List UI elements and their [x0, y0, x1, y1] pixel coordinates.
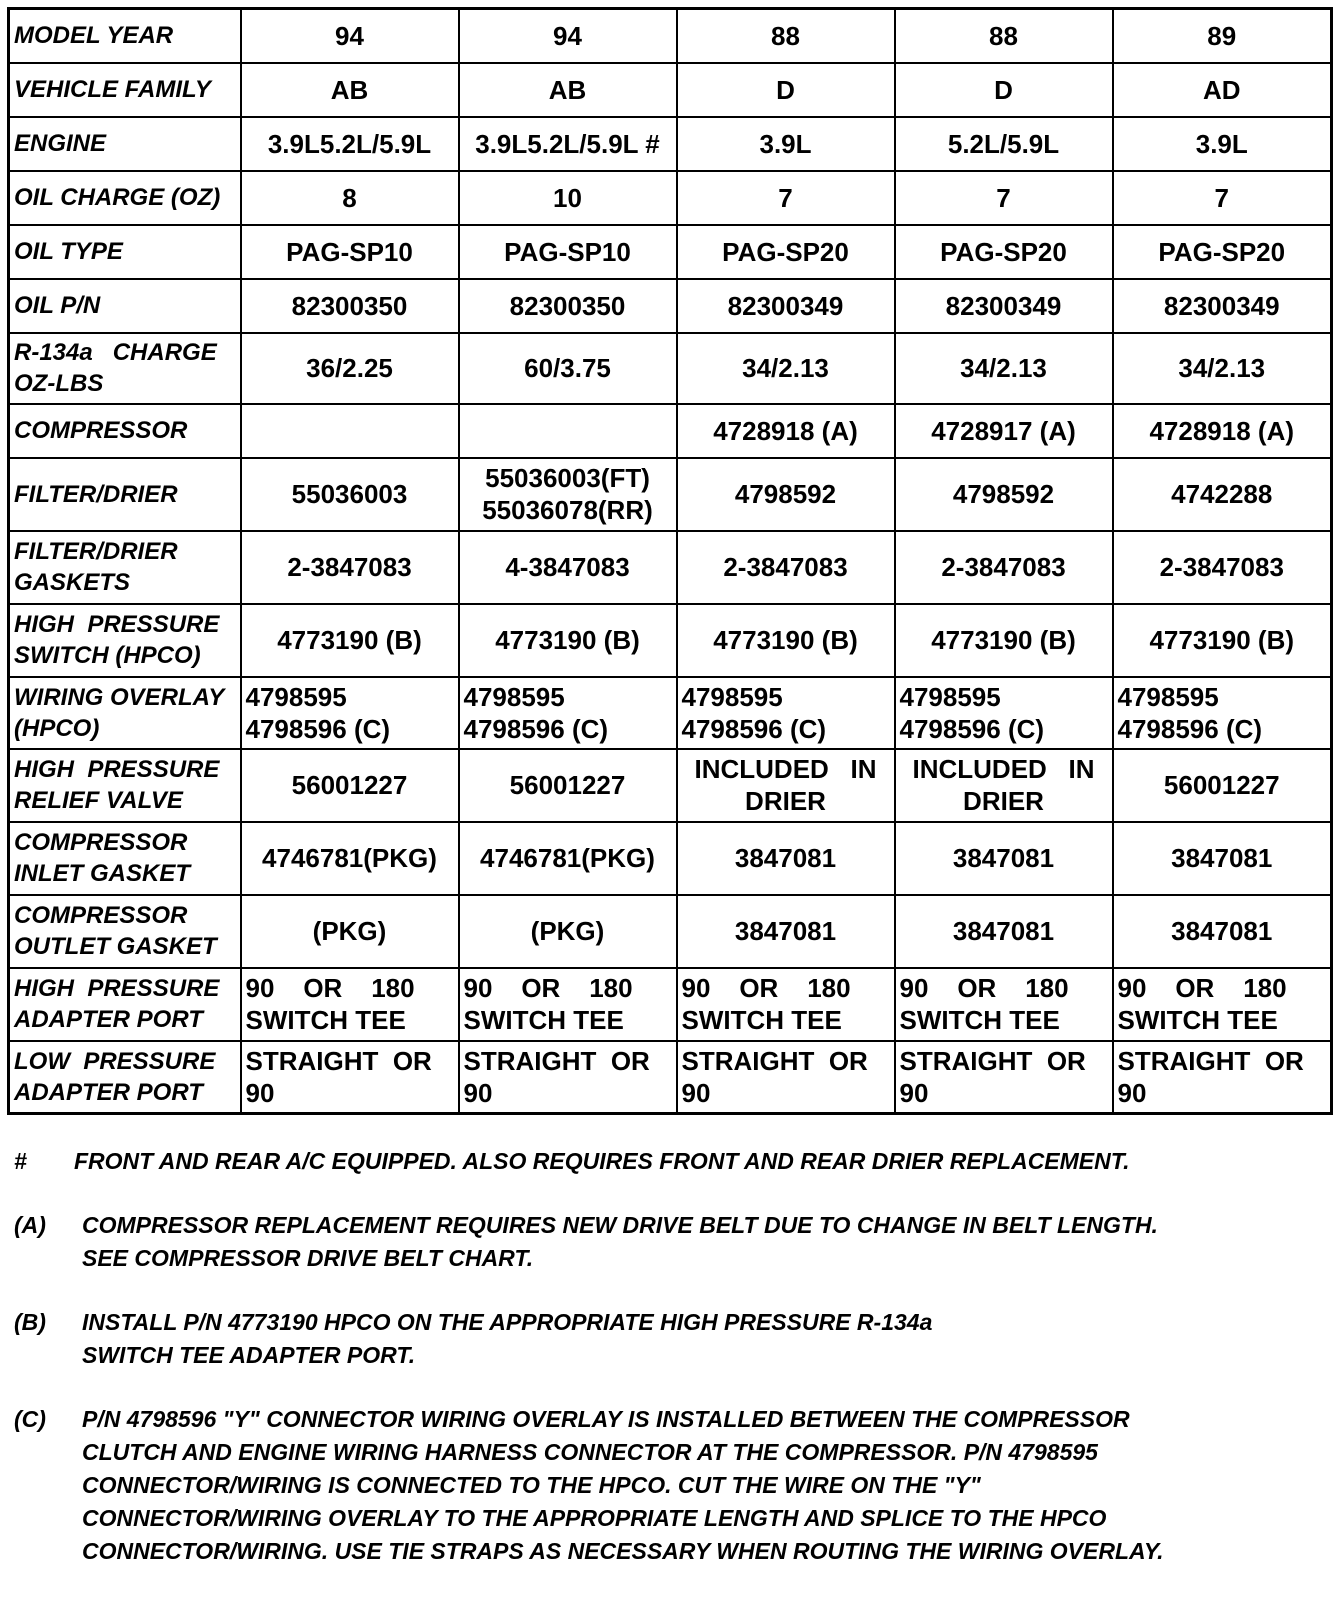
cell-line: SWITCH TEE [1117, 1005, 1278, 1035]
table-cell [677, 604, 895, 677]
cell-line: 4798596 (C) [245, 713, 391, 744]
row-label [9, 822, 241, 895]
row-label-line: HIGH PRESSURE [14, 756, 220, 783]
cell-line: 4798596 (C) [463, 713, 609, 744]
cell-line: 90 OR 180 [245, 973, 415, 1003]
cell-line: 90 OR 180 [463, 973, 633, 1003]
table-cell [459, 968, 677, 1041]
row-label [9, 604, 241, 677]
table-cell [895, 9, 1113, 63]
table-cell [895, 333, 1113, 404]
cell-line: 82300349 [727, 290, 844, 321]
cell-line: 56001227 [291, 770, 408, 800]
footnote-mark: (A) [14, 1212, 46, 1238]
cell-line: STRAIGHT OR [681, 1045, 868, 1076]
cell-line: 90 [1117, 1077, 1147, 1108]
table-cell [1113, 333, 1332, 404]
cell-line: 4728918 (A) [713, 415, 858, 446]
table-cell [1113, 895, 1332, 968]
cell-line: 2-3847083 [723, 552, 848, 582]
table-cell [241, 117, 459, 171]
table-cell [895, 1041, 1113, 1114]
cell-line: PAG-SP10 [286, 236, 413, 267]
row-label-line: HIGH PRESSURE [14, 975, 220, 1002]
table-cell [895, 749, 1113, 822]
cell-line: 4798595 [463, 681, 565, 712]
cell-line: 3.9L [1195, 128, 1248, 159]
row-label-line: COMPRESSOR [14, 902, 188, 929]
footnote-line: SEE COMPRESSOR DRIVE BELT CHART. [82, 1245, 534, 1271]
table-cell [459, 171, 677, 225]
cell-line: 88 [771, 20, 800, 51]
footnote [14, 1306, 1334, 1372]
row-label-line: R-134a CHARGE [14, 339, 217, 366]
table-cell [241, 9, 459, 63]
table-row [9, 458, 1332, 531]
cell-line: 5.2L/5.9L [947, 128, 1060, 159]
table-cell [241, 604, 459, 677]
row-label-line: ADAPTER PORT [14, 1078, 203, 1106]
cell-line: 3.9L5.2L/5.9L # [475, 128, 660, 159]
footnote-line: P/N 4798596 "Y" CONNECTOR WIRING OVERLAY IS INSTALLED BETWEEN THE COMPRESSOR [82, 1406, 1130, 1432]
table-cell [1113, 225, 1332, 279]
cell-line: 4773190 (B) [931, 625, 1076, 655]
table-cell [677, 895, 895, 968]
cell-line: 8 [342, 182, 357, 213]
row-label-line: COMPRESSOR [14, 829, 188, 856]
cell-line: 4773190 (B) [1149, 625, 1295, 655]
table-cell [1113, 63, 1332, 117]
table-cell [1113, 117, 1332, 171]
row-label [9, 677, 241, 749]
cell-line: 88 [989, 20, 1018, 51]
table-cell [459, 458, 677, 531]
table-row [9, 171, 1332, 225]
cell-line: SWITCH TEE [899, 1005, 1060, 1035]
table-row [9, 117, 1332, 171]
footnote-text [82, 1306, 1334, 1372]
spec-table-body [9, 9, 1332, 1114]
cell-line: (PKG) [530, 916, 605, 946]
cell-line: 4773190 (B) [495, 625, 640, 655]
footnote [14, 1209, 1334, 1275]
footnote-mark: (C) [14, 1406, 46, 1432]
row-label-line: SWITCH (HPCO) [14, 642, 201, 669]
table-cell [241, 749, 459, 822]
table-row [9, 895, 1332, 968]
cell-line: 4798595 [899, 681, 1001, 712]
row-label [9, 749, 241, 822]
cell-line: 3847081 [952, 843, 1055, 873]
table-cell [241, 531, 459, 604]
footnote-text [82, 1403, 1334, 1568]
footnote-line: CONNECTOR/WIRING. USE TIE STRAPS AS NECESSARY WHEN ROUTING THE WIRING OVERLAY. [82, 1538, 1164, 1564]
cell-line: 4798596 (C) [899, 713, 1045, 744]
row-label-line: OUTLET GASKET [14, 933, 217, 960]
table-cell [677, 9, 895, 63]
table-cell [677, 333, 895, 404]
table-cell [241, 225, 459, 279]
cell-line: STRAIGHT OR [899, 1045, 1086, 1076]
cell-line: 56001227 [1163, 770, 1280, 800]
table-cell [459, 677, 677, 749]
table-cell [895, 279, 1113, 333]
cell-line: 82300350 [291, 290, 408, 321]
cell-line: 4798596 (C) [681, 713, 827, 744]
cell-line: 3847081 [1171, 843, 1273, 873]
table-cell [459, 63, 677, 117]
cell-line: INCLUDED IN [912, 754, 1095, 784]
table-cell [1113, 171, 1332, 225]
table-cell [459, 531, 677, 604]
row-label-line: INLET GASKET [14, 860, 191, 887]
row-label-line: ADAPTER PORT [14, 1006, 203, 1033]
cell-line: 4798596 (C) [1117, 713, 1263, 744]
table-cell [895, 117, 1113, 171]
cell-line: INCLUDED IN [694, 754, 877, 784]
row-label-line: COMPRESSOR [14, 417, 188, 444]
table-cell [459, 333, 677, 404]
cell-line: 4728918 (A) [1149, 415, 1295, 446]
cell-line: D [994, 74, 1013, 105]
cell-line: SWITCH TEE [245, 1005, 406, 1035]
row-label-line: LOW PRESSURE [14, 1047, 216, 1075]
cell-line: STRAIGHT OR [1117, 1045, 1304, 1076]
footnote-text [82, 1209, 1334, 1275]
row-label [9, 171, 241, 225]
cell-line: 3847081 [734, 916, 837, 946]
cell-line: 2-3847083 [941, 552, 1066, 582]
table-cell [895, 225, 1113, 279]
row-label [9, 279, 241, 333]
cell-line: 55036003 [291, 479, 408, 509]
table-row [9, 63, 1332, 117]
cell-line: 4-3847083 [505, 552, 630, 582]
table-cell [1113, 968, 1332, 1041]
cell-line: PAG-SP20 [1158, 236, 1286, 267]
footnotes [14, 1145, 1334, 1599]
cell-line: 4746781(PKG) [262, 843, 437, 873]
cell-line: 4798592 [952, 479, 1055, 509]
table-row [9, 968, 1332, 1041]
cell-line: 34/2.13 [960, 353, 1047, 383]
row-label-line: VEHICLE FAMILY [14, 76, 211, 103]
cell-line: 90 [245, 1077, 275, 1108]
footnote-line: INSTALL P/N 4773190 HPCO ON THE APPROPRIATE HIGH PRESSURE R-134a [82, 1309, 933, 1335]
table-cell [1113, 9, 1332, 63]
cell-line: 55036003(FT) [485, 463, 650, 493]
table-cell [1113, 531, 1332, 604]
table-cell [459, 404, 677, 458]
table-row [9, 333, 1332, 404]
table-row [9, 604, 1332, 677]
footnote-mark: # [14, 1148, 27, 1174]
row-label-line: MODEL YEAR [14, 22, 174, 50]
cell-line: 3.9L5.2L/5.9L [267, 128, 432, 159]
footnote [14, 1403, 1334, 1568]
table-cell [677, 63, 895, 117]
footnote-line: SWITCH TEE ADAPTER PORT. [82, 1342, 416, 1368]
row-label-line: WIRING OVERLAY [14, 683, 225, 711]
footnote-line: CLUTCH AND ENGINE WIRING HARNESS CONNECTOR AT THE COMPRESSOR. P/N 4798595 [82, 1439, 1098, 1465]
table-cell [459, 117, 677, 171]
cell-line: 90 [899, 1077, 929, 1108]
table-cell [241, 404, 459, 458]
table-cell [895, 822, 1113, 895]
cell-line: PAG-SP20 [722, 236, 849, 267]
row-label-line: HIGH PRESSURE [14, 611, 220, 638]
row-label [9, 404, 241, 458]
row-label-line: (HPCO) [14, 714, 100, 742]
table-cell [895, 968, 1113, 1041]
row-label [9, 225, 241, 279]
cell-line: STRAIGHT OR [245, 1045, 432, 1076]
cell-line: PAG-SP20 [940, 236, 1067, 267]
table-cell [241, 279, 459, 333]
cell-line: 82300349 [1163, 290, 1280, 321]
cell-line: 90 OR 180 [1117, 973, 1287, 1003]
table-cell [677, 458, 895, 531]
row-label-line: OIL TYPE [14, 238, 123, 265]
footnote-mark: (B) [14, 1309, 46, 1335]
table-cell [459, 604, 677, 677]
table-cell [459, 1041, 677, 1114]
cell-line: 90 [681, 1077, 711, 1108]
cell-line: 4773190 (B) [713, 625, 858, 655]
footnote-line: CONNECTOR/WIRING IS CONNECTED TO THE HPCO. CUT THE WIRE ON THE "Y" [82, 1472, 981, 1498]
footnote-text [74, 1145, 1334, 1178]
table-row [9, 404, 1332, 458]
cell-line: 7 [1214, 182, 1229, 213]
cell-line: 2-3847083 [1159, 552, 1284, 582]
row-label-line: GASKETS [14, 569, 131, 596]
table-cell [895, 895, 1113, 968]
table-cell [241, 968, 459, 1041]
cell-line: 4798595 [245, 681, 347, 712]
cell-line: 7 [778, 182, 793, 213]
cell-line: 36/2.25 [306, 353, 393, 383]
table-cell [241, 895, 459, 968]
table-cell [677, 677, 895, 749]
cell-line: 4728917 (A) [931, 415, 1076, 446]
table-cell [677, 531, 895, 604]
row-label-line: ENGINE [14, 130, 107, 157]
footnote-line: CONNECTOR/WIRING OVERLAY TO THE APPROPRIATE LENGTH AND SPLICE TO THE HPCO [82, 1505, 1107, 1531]
cell-line: D [776, 74, 795, 105]
cell-line: 34/2.13 [742, 353, 829, 383]
table-cell [895, 404, 1113, 458]
cell-line: 10 [553, 182, 582, 213]
table-row [9, 531, 1332, 604]
table-cell [895, 604, 1113, 677]
table-cell [241, 458, 459, 531]
cell-line: AD [1202, 74, 1241, 105]
table-cell [895, 677, 1113, 749]
table-cell [677, 404, 895, 458]
cell-line: 4798595 [1117, 681, 1219, 712]
cell-line: (PKG) [312, 916, 387, 946]
table-cell [1113, 822, 1332, 895]
row-label [9, 63, 241, 117]
table-cell [1113, 404, 1332, 458]
table-cell [895, 531, 1113, 604]
cell-line: AB [548, 74, 587, 105]
table-row [9, 677, 1332, 749]
table-cell [241, 63, 459, 117]
table-cell [241, 822, 459, 895]
table-cell [241, 171, 459, 225]
cell-line: SWITCH TEE [463, 1005, 624, 1035]
row-label [9, 895, 241, 968]
row-label-line: OIL CHARGE (OZ) [14, 184, 221, 211]
cell-line: 2-3847083 [287, 552, 412, 582]
table-cell [241, 677, 459, 749]
cell-line: 90 [463, 1077, 493, 1108]
table-cell [677, 749, 895, 822]
row-label-line: OIL P/N [14, 292, 101, 319]
cell-line: 82300350 [509, 290, 626, 321]
footnote-line: FRONT AND REAR A/C EQUIPPED. ALSO REQUIRES FRONT AND REAR DRIER REPLACEMENT. [74, 1148, 1130, 1174]
cell-line: 3847081 [1171, 916, 1273, 946]
table-row [9, 1041, 1332, 1114]
table-row [9, 822, 1332, 895]
table-cell [1113, 458, 1332, 531]
table-cell [459, 9, 677, 63]
table-cell [677, 279, 895, 333]
cell-line: 94 [553, 20, 582, 51]
table-row [9, 279, 1332, 333]
cell-line: 89 [1207, 20, 1237, 51]
row-label [9, 1041, 241, 1114]
table-cell [895, 458, 1113, 531]
table-cell [459, 225, 677, 279]
table-cell [895, 63, 1113, 117]
cell-line: 4746781(PKG) [480, 843, 655, 873]
cell-line: 3847081 [734, 843, 837, 873]
cell-line: 82300349 [945, 290, 1062, 321]
footnote-line: COMPRESSOR REPLACEMENT REQUIRES NEW DRIVE BELT DUE TO CHANGE IN BELT LENGTH. [82, 1212, 1158, 1238]
cell-line: 7 [996, 182, 1011, 213]
table-row [9, 225, 1332, 279]
table-cell [459, 822, 677, 895]
cell-line: 4798595 [681, 681, 783, 712]
row-label [9, 117, 241, 171]
cell-line: 4798592 [734, 479, 837, 509]
cell-line: 3.9L [759, 128, 812, 159]
table-cell [241, 333, 459, 404]
table-cell [677, 1041, 895, 1114]
row-label [9, 968, 241, 1041]
row-label-line: RELIEF VALVE [14, 787, 183, 814]
table-cell [1113, 1041, 1332, 1114]
table-cell [1113, 677, 1332, 749]
cell-line: DRIER [963, 786, 1044, 816]
table-row [9, 9, 1332, 63]
row-label [9, 531, 241, 604]
table-cell [677, 117, 895, 171]
table-cell [677, 822, 895, 895]
cell-line: 4773190 (B) [277, 625, 422, 655]
cell-line: DRIER [745, 786, 826, 816]
cell-line: PAG-SP10 [504, 236, 631, 267]
table-cell [677, 968, 895, 1041]
cell-line: 4742288 [1171, 479, 1273, 509]
spec-table [7, 7, 1333, 1115]
cell-line: SWITCH TEE [681, 1005, 842, 1035]
cell-line: 56001227 [509, 770, 626, 800]
cell-line: 3847081 [952, 916, 1055, 946]
table-cell [677, 225, 895, 279]
row-label [9, 333, 241, 404]
table-cell [241, 1041, 459, 1114]
row-label-line: FILTER/DRIER [14, 480, 178, 508]
table-cell [677, 171, 895, 225]
row-label [9, 458, 241, 531]
cell-line: 90 OR 180 [899, 973, 1069, 1003]
table-cell [459, 895, 677, 968]
cell-line: 94 [335, 20, 364, 51]
table-cell [459, 279, 677, 333]
table-cell [895, 171, 1113, 225]
row-label [9, 9, 241, 63]
cell-line: AB [330, 74, 369, 105]
row-label-line: FILTER/DRIER [14, 538, 178, 565]
cell-line: 34/2.13 [1178, 353, 1266, 383]
table-cell [1113, 279, 1332, 333]
cell-line: 60/3.75 [524, 353, 611, 383]
cell-line: 90 OR 180 [681, 973, 851, 1003]
table-cell [459, 749, 677, 822]
footnote [14, 1145, 1334, 1178]
cell-line: STRAIGHT OR [463, 1045, 650, 1076]
table-cell [1113, 604, 1332, 677]
table-cell [1113, 749, 1332, 822]
row-label-line: OZ-LBS [14, 370, 104, 397]
cell-line: 55036078(RR) [482, 495, 653, 525]
table-row [9, 749, 1332, 822]
